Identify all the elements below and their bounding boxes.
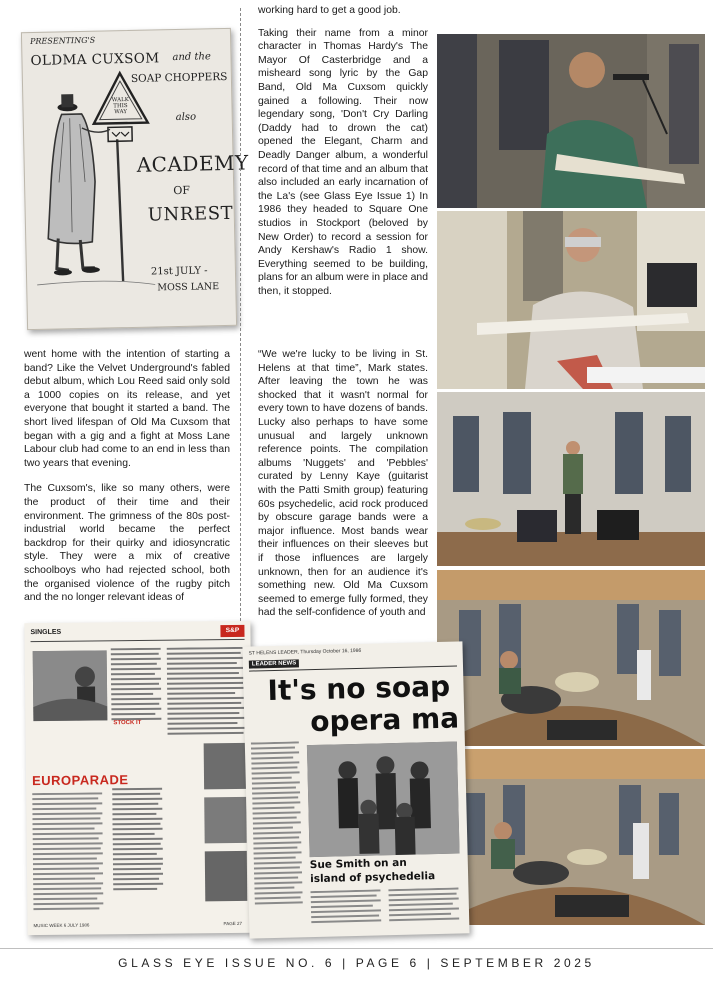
- photo-band-rehearsal-wide-2: [437, 749, 705, 925]
- article-paragraph: working hard to get a good job.: [258, 5, 401, 16]
- newspaper-headline-line1: It's no soap: [267, 669, 451, 708]
- poster-support-line1: ACADEMY: [136, 150, 249, 177]
- gig-poster: [21, 28, 249, 330]
- photo-singer-guitarist-image: [437, 34, 705, 208]
- poster-band-suffix: SOAP CHOPPERS: [130, 70, 228, 85]
- article-paragraph: “We we're lucky to be living in St. Helens at that time”, Mark states. After leaving the town he was shocked that it wasn't normal for every town to have dozens of bands. Lucky also perhaps to have some unusual and largely unknown reference points. The compilation albums 'Nuggets' and 'Pebbles' curated by Lenny Kaye (guitarist with the Patti Smith group) featuring 60s psychedelic, acid rock produced by obscure garage bands were a major influence. Most bands wear their influences on their sleeves but if those influences are largely unknown, then for an audience it's something new. Old Ma Cuxsom seemed to emerge fully formed, they had the self-confidence of youth and: [258, 349, 428, 619]
- poster-band-name: OLDMA CUXSOM: [30, 50, 160, 70]
- article-paragraph: went home with the intention of starting a band? Like the Velvet Underground's fabled debut album, which Lou Reed said only sold a 1000 copies on its release, and yet everyone that bought it started a band. The short lived lifespan of Old Ma Cuxsom that began with a gig and a fight at Moss Lane Labour club had come to an end in less than two years that evening.: [24, 349, 230, 469]
- photo-bass-player-image: [437, 211, 705, 389]
- photo-studio-room-image: [437, 392, 705, 566]
- photo-studio-room: [437, 392, 705, 566]
- photo-singer-guitarist: [437, 34, 705, 208]
- photo-band-rehearsal-wide-2-image: [437, 749, 705, 925]
- clipping-footer-right: PAGE 27: [223, 920, 242, 927]
- article-paragraph: The Cuxsom's, like so many others, were the product of their time and their environment. The grimness of the 80s post-industrial world became the perfect backdrop for their quirky and idiosyncratic style. They were a mix of creative schoolboys who had rejected school, both the organised violence of the rugby pitch and the no longer relevant ideas of: [24, 483, 230, 604]
- article-column-right-lower: [258, 348, 428, 632]
- newspaper-caption-line1: Sue Smith on an: [309, 856, 407, 872]
- footer-rule: [0, 948, 713, 949]
- article-column-left: [24, 348, 230, 617]
- clipping-newspaper: [242, 641, 469, 938]
- poster-also: also: [175, 111, 197, 124]
- newspaper-caption-line2: island of psychedelia: [310, 870, 436, 886]
- newspaper-headline-line2: opera ma: [309, 701, 460, 739]
- newspaper-section: LEADER NEWS: [249, 659, 300, 668]
- poster-support-line3: UNREST: [147, 202, 234, 226]
- poster-support-line2: OF: [173, 183, 191, 198]
- clipping-europarade-title: EUROPARADE: [31, 772, 129, 789]
- poster-sign-text: WALK THIS WAY: [111, 96, 129, 116]
- clipping-section-label: SINGLES: [30, 628, 62, 637]
- clipping-band-photo-image: [33, 650, 108, 721]
- photo-band-rehearsal-wide-image: [437, 570, 705, 746]
- article-paragraph: Taking their name from a minor character in Thomas Hardy's The Mayor Of Casterbridge and a misheard song lyric by the Gap Band, Old Ma Cuxsom quickly gained a following. Their now legendary song, 'Don't Cry Darling (Daddy had to drown the cat) opened the Elegant, Charm and Deadly Danger album, a wonderful record of that time and an album that also included an early incarnation of the La's (see Glass Eye Issue 1) In 1986 they headed to Square One studios in Stockport (beloved by New Order) to record a session for Andy Kershaw's Radio 1 show. Everything seemed to be building, plans for an album were in place and then, it stopped.: [258, 27, 428, 297]
- poster-venue: MOSS LANE: [157, 281, 220, 294]
- newspaper-band-photo: [307, 742, 460, 858]
- photo-band-rehearsal-wide: [437, 570, 705, 746]
- clipping-badge: S&P: [220, 625, 244, 637]
- newspaper-band-photo-image: [307, 742, 460, 858]
- clipping-footer-left: MUSIC WEEK 6 JULY 1986: [33, 922, 90, 929]
- clipping-music-week: [24, 621, 253, 935]
- clipping-band-photo: [33, 650, 108, 721]
- poster-and-the: and the: [172, 51, 211, 64]
- photo-bass-player: [437, 211, 705, 389]
- column-divider: [240, 8, 241, 636]
- poster-date: 21st JULY -: [150, 265, 208, 278]
- page-footer: GLASS EYE ISSUE NO. 6 | PAGE 6 | SEPTEMBER 2025: [118, 956, 595, 970]
- clipping-europarade-list: [32, 792, 109, 919]
- newspaper-text-column: [251, 741, 305, 922]
- newspaper-body-text: [310, 887, 463, 931]
- clipping-rule: [31, 639, 245, 642]
- article-column-right-top: [258, 4, 428, 310]
- clipping-text-column-2: [167, 647, 250, 918]
- newspaper-masthead: ST HELENS LEADER, Thursday October 16, 1986: [248, 647, 362, 657]
- clipping-stock-it: STOCK IT: [113, 719, 142, 727]
- poster-presenting: PRESENTING'S: [30, 35, 96, 47]
